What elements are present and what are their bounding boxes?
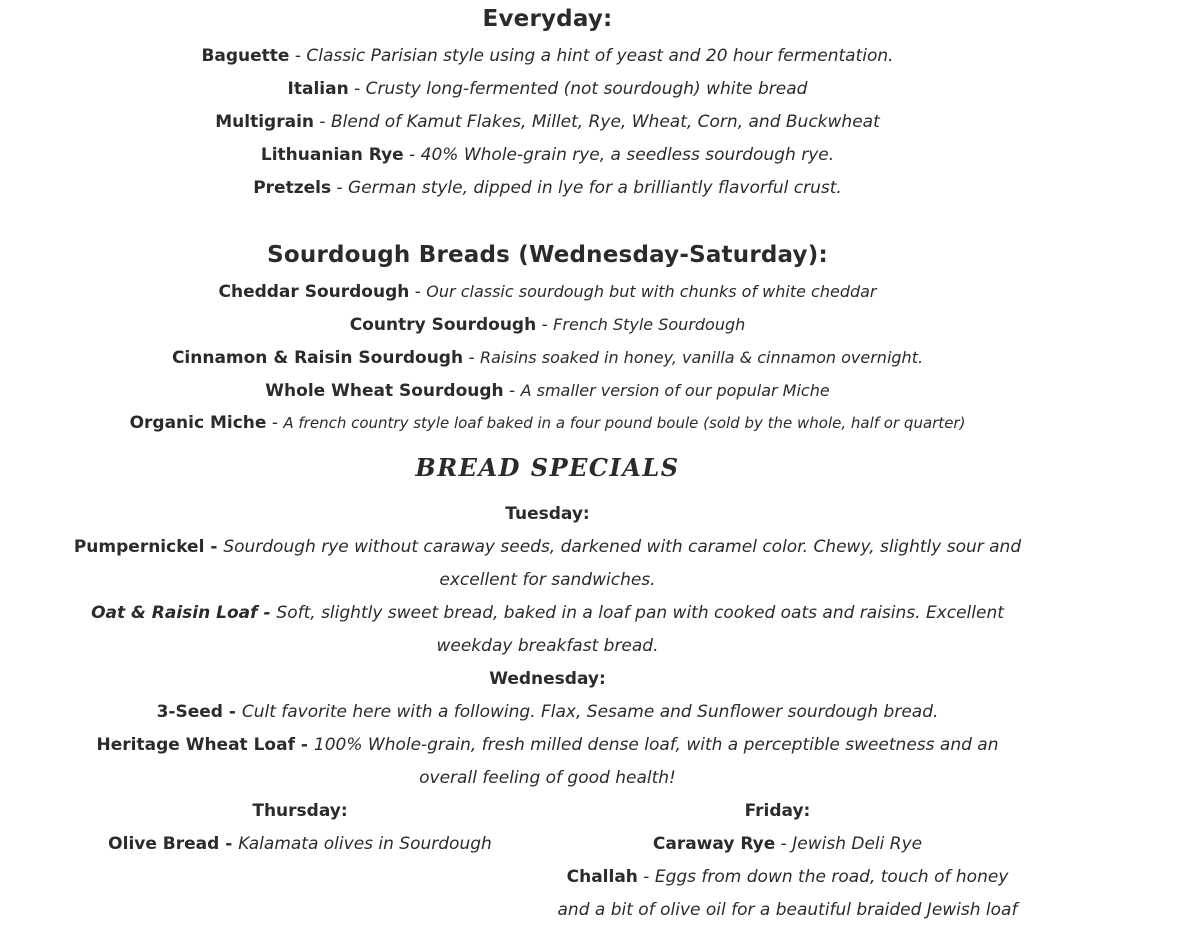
friday-column bbox=[530, 795, 1025, 927]
bread-description: Sourdough rye without caraway seeds, darkened with caramel color. Chewy, slightly sour and excellent for sandwiches. bbox=[223, 537, 1022, 590]
bread-description: Kalamata olives in Sourdough bbox=[238, 834, 492, 854]
bread-name: Organic Miche bbox=[129, 413, 267, 433]
bread-description: Eggs from down the road, touch of honey and a bit of olive oil for a beautiful braided Jewish loaf bbox=[557, 867, 1018, 920]
list-item bbox=[70, 374, 1025, 407]
bread-menu bbox=[70, 0, 1025, 927]
bread-name: Cheddar Sourdough bbox=[218, 282, 410, 302]
wednesday-heading: Wednesday: bbox=[489, 669, 606, 689]
bread-description: Our classic sourdough but with chunks of white cheddar bbox=[426, 282, 877, 301]
list-item bbox=[70, 828, 530, 861]
thursday-friday-columns bbox=[70, 795, 1025, 927]
separator: - bbox=[503, 381, 521, 401]
bread-name: Oat & Raisin Loaf - bbox=[91, 603, 277, 623]
separator: - bbox=[314, 112, 331, 132]
bread-name: Whole Wheat Sourdough bbox=[265, 381, 504, 401]
list-item bbox=[70, 73, 1025, 106]
bread-name: Pretzels bbox=[253, 178, 332, 198]
bread-description: 100% Whole-grain, fresh milled dense loaf, with a perceptible sweetness and an overall feeling of good health! bbox=[313, 735, 999, 788]
separator: - bbox=[331, 178, 349, 198]
bread-description: Soft, slightly sweet bread, baked in a loaf pan with cooked oats and raisins. Excellent weekday breakfast bread. bbox=[276, 603, 1004, 656]
bread-name: Multigrain bbox=[215, 112, 315, 132]
list-item bbox=[70, 139, 1025, 172]
friday-heading: Friday: bbox=[744, 801, 811, 821]
bread-description: Blend of Kamut Flakes, Millet, Rye, Wheat, Corn, and Buckwheat bbox=[330, 112, 880, 132]
list-item bbox=[70, 531, 1025, 597]
separator: - bbox=[289, 46, 307, 66]
thursday-column bbox=[70, 795, 530, 927]
list-item bbox=[70, 40, 1025, 73]
everyday-heading: Everyday: bbox=[482, 6, 613, 32]
bread-name: Heritage Wheat Loaf - bbox=[96, 735, 314, 755]
separator: - bbox=[463, 348, 481, 368]
separator: - bbox=[775, 834, 793, 854]
bread-name: Olive Bread - bbox=[108, 834, 239, 854]
bread-name: 3-Seed - bbox=[156, 702, 242, 722]
bread-description: A smaller version of our popular Miche bbox=[520, 381, 830, 400]
bread-description: Cult favorite here with a following. Flax, Sesame and Sunflower sourdough bread. bbox=[241, 702, 939, 722]
separator: - bbox=[266, 413, 284, 433]
list-item bbox=[530, 861, 1025, 927]
sourdough-heading: Sourdough Breads (Wednesday-Saturday): bbox=[267, 242, 828, 268]
bread-name: Caraway Rye bbox=[652, 834, 776, 854]
list-item bbox=[70, 729, 1025, 795]
list-item bbox=[70, 275, 1025, 308]
separator: - bbox=[409, 282, 427, 302]
bread-description: Raisins soaked in honey, vanilla & cinnamon overnight. bbox=[480, 348, 924, 367]
bread-description: Crusty long-fermented (not sourdough) white bread bbox=[365, 79, 808, 99]
list-item bbox=[70, 106, 1025, 139]
list-item bbox=[70, 172, 1025, 205]
everyday-list bbox=[70, 40, 1025, 205]
list-item bbox=[70, 308, 1025, 341]
bread-description: Jewish Deli Rye bbox=[792, 834, 923, 854]
bread-description: German style, dipped in lye for a brilliantly flavorful crust. bbox=[348, 178, 842, 198]
bread-name: Lithuanian Rye bbox=[260, 145, 404, 165]
tuesday-heading: Tuesday: bbox=[505, 504, 590, 524]
thursday-heading: Thursday: bbox=[252, 801, 348, 821]
list-item bbox=[70, 341, 1025, 374]
bread-name: Cinnamon & Raisin Sourdough bbox=[171, 348, 464, 368]
bread-name: Country Sourdough bbox=[349, 315, 537, 335]
list-item bbox=[530, 828, 1025, 861]
separator: - bbox=[637, 867, 655, 887]
bread-specials-heading: BREAD SPECIALS bbox=[415, 453, 680, 482]
bread-name: Challah bbox=[566, 867, 638, 887]
bread-name: Pumpernickel - bbox=[73, 537, 224, 557]
sourdough-list bbox=[70, 275, 1025, 440]
bread-description: 40% Whole-grain rye, a seedless sourdough rye. bbox=[420, 145, 835, 165]
separator: - bbox=[348, 79, 366, 99]
list-item bbox=[70, 407, 1025, 440]
bread-description: A french country style loaf baked in a four pound boule (sold by the whole, half or quarter) bbox=[283, 414, 966, 432]
list-item bbox=[70, 597, 1025, 663]
bread-name: Italian bbox=[287, 79, 349, 99]
separator: - bbox=[536, 315, 554, 335]
bread-description: Classic Parisian style using a hint of yeast and 20 hour fermentation. bbox=[306, 46, 894, 66]
list-item bbox=[70, 696, 1025, 729]
separator: - bbox=[403, 145, 421, 165]
bread-name: Baguette bbox=[201, 46, 290, 66]
bread-description: French Style Sourdough bbox=[553, 315, 746, 334]
